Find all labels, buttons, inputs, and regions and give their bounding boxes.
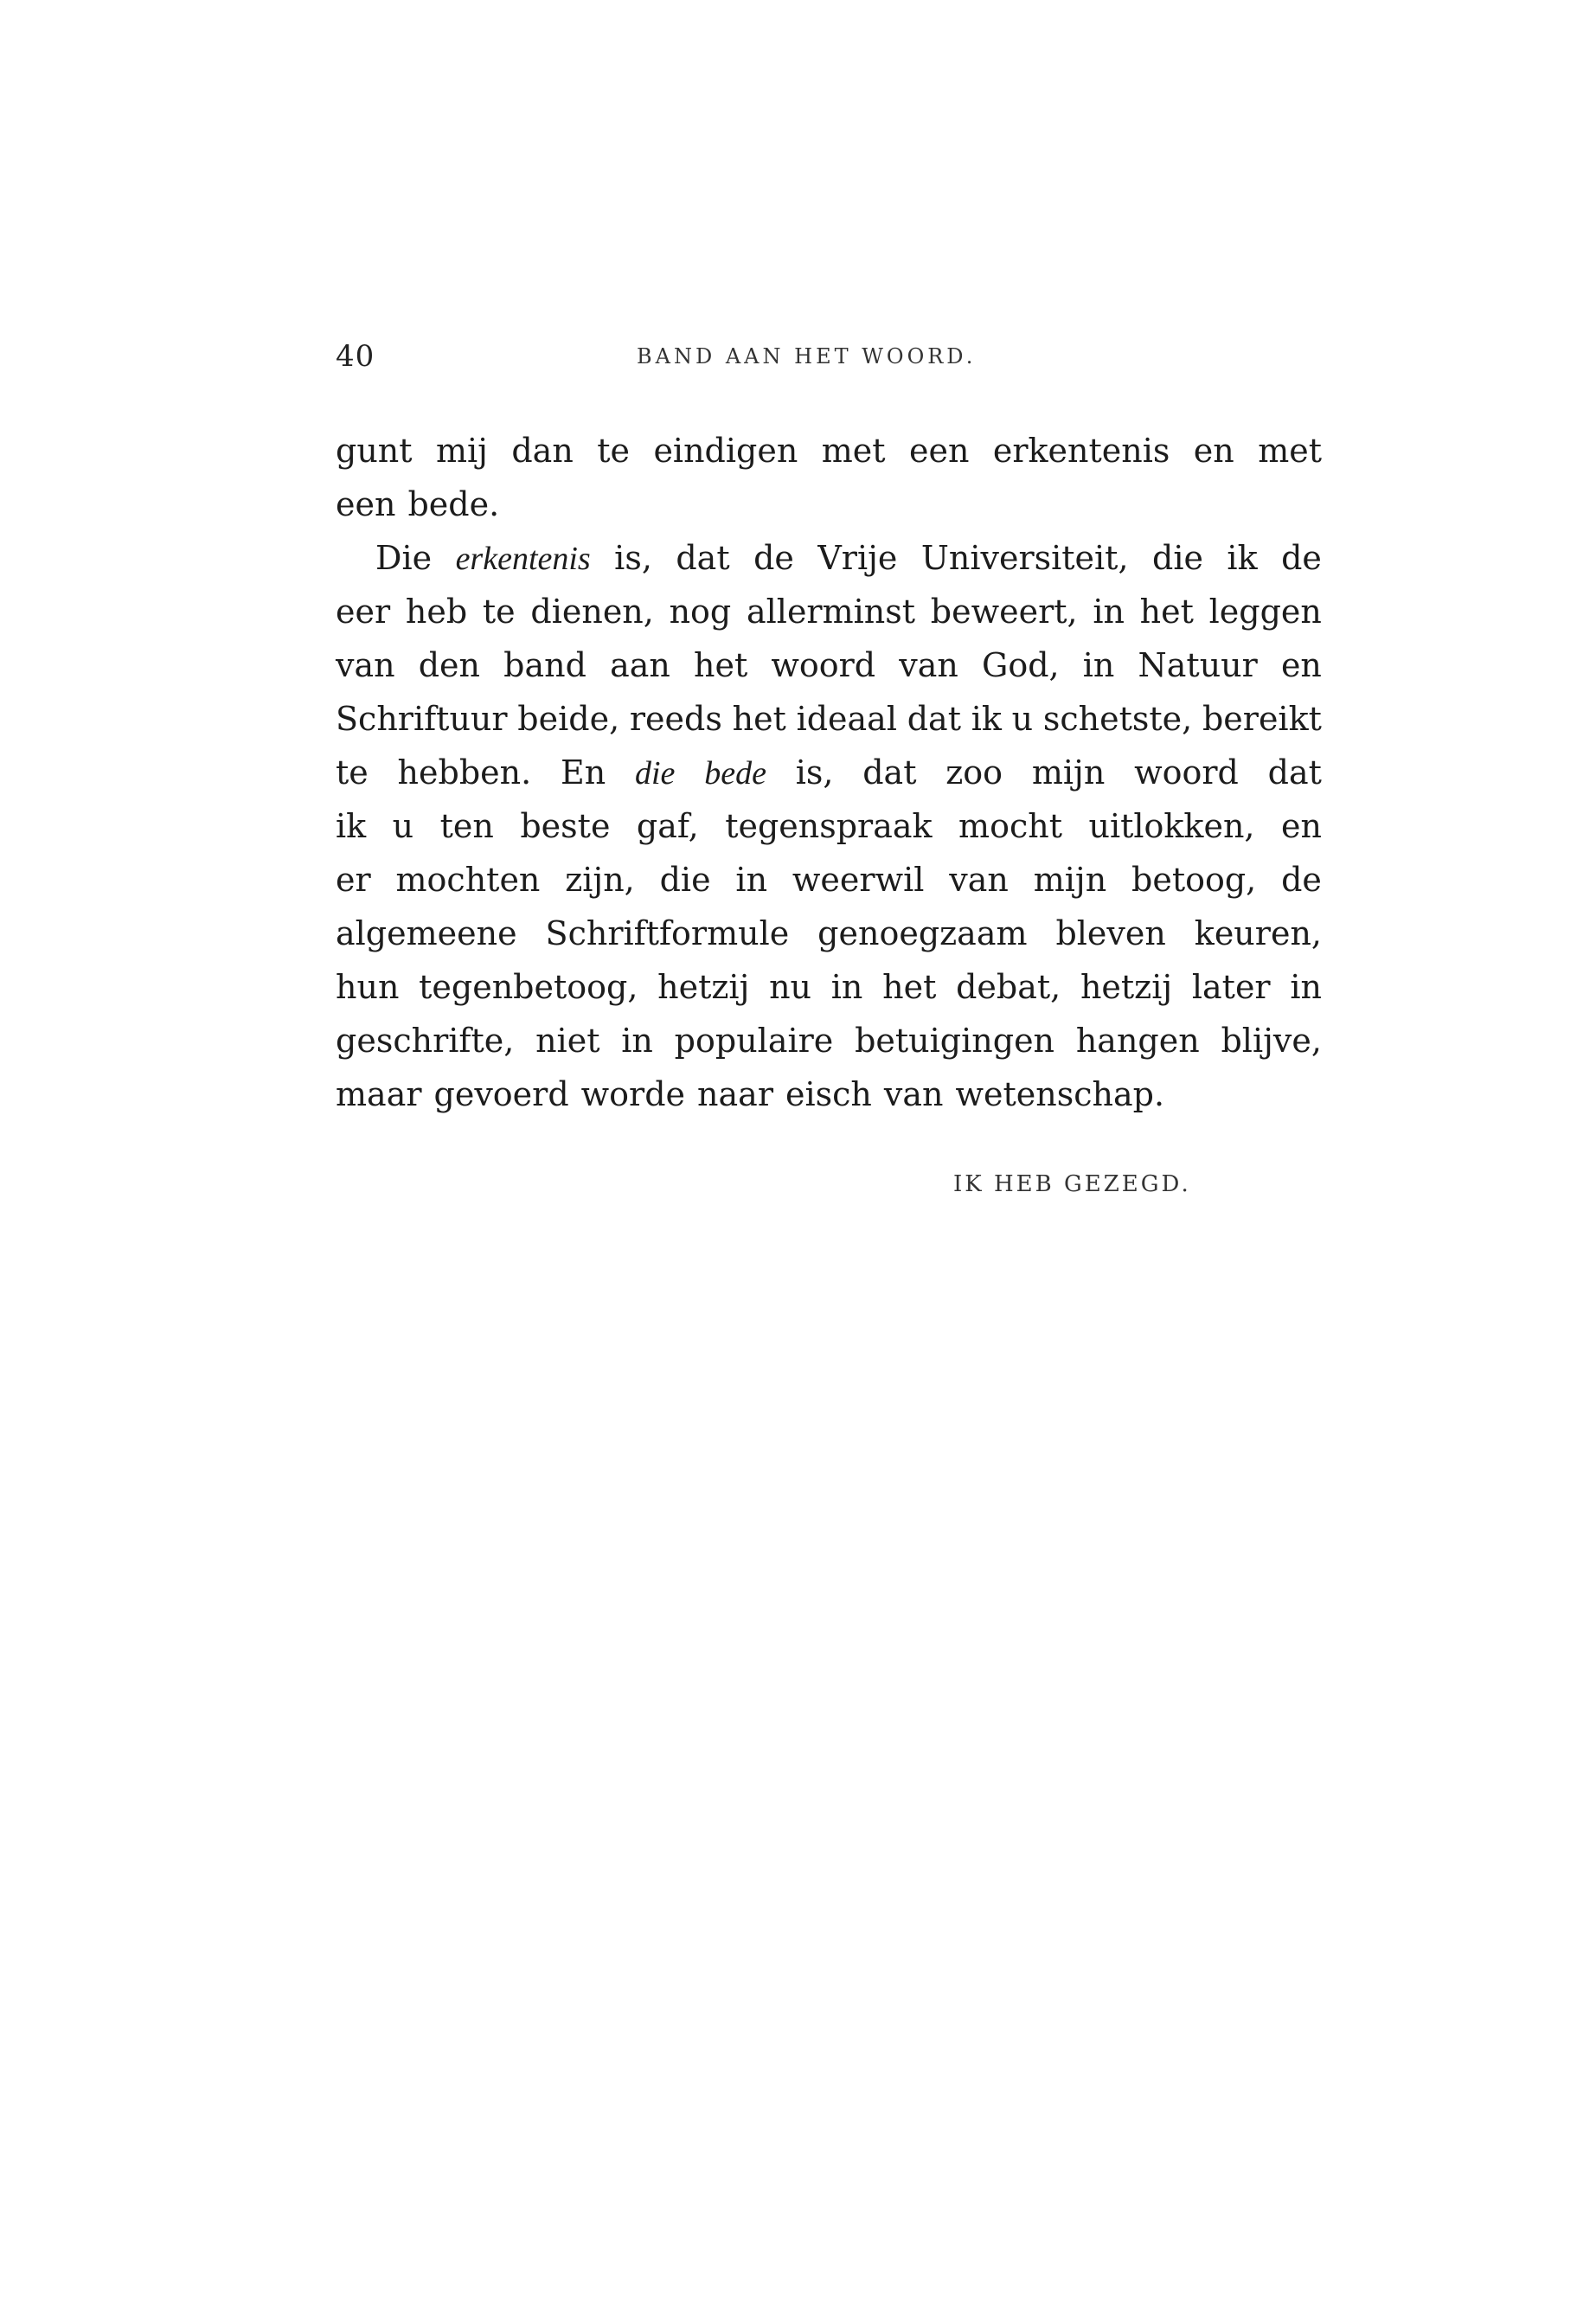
emphasis-bede: bede <box>704 755 766 792</box>
text-line: ik u ten beste gaf, tegenspraak mocht uitlokken, en <box>336 807 1322 845</box>
text-line: Schriftuur beide, reeds het ideaal dat ik u schetste, bereikt <box>336 700 1322 738</box>
page-number: 40 <box>336 339 375 374</box>
text-line: gunt mij dan te eindigen met een erkentenis en met <box>336 432 1322 470</box>
body-text <box>336 424 1322 1121</box>
text-line: er mochten zijn, die in weerwil van mijn betoog, de <box>336 861 1322 899</box>
emphasis-erkentenis: erkentenis <box>455 541 591 577</box>
closing-signature: IK HEB GEZEGD. <box>953 1171 1191 1197</box>
text-line: algemeene Schriftformule genoegzaam bleven keuren, <box>336 914 1322 952</box>
text-line: maar gevoerd worde naar eisch van wetenschap. <box>336 1075 1165 1113</box>
text-line: een bede. <box>336 485 500 523</box>
text-line: Die erkentenis is, dat de Vrije Universiteit, die ik de <box>336 531 1322 585</box>
running-head: BAND AAN HET WOORD. <box>637 344 977 369</box>
emphasis-die: die <box>634 755 676 792</box>
text-line: van den band aan het woord van God, in Natuur en <box>336 646 1322 684</box>
text-line: eer heb te dienen, nog allerminst beweert, in het leggen <box>336 593 1322 631</box>
text-line: hun tegenbetoog, hetzij nu in het debat, hetzij later in <box>336 968 1322 1006</box>
text-line: te hebben. En die bede is, dat zoo mijn woord dat <box>336 746 1322 799</box>
text-line: geschrifte, niet in populaire betuigingen hangen blijve, <box>336 1022 1322 1060</box>
